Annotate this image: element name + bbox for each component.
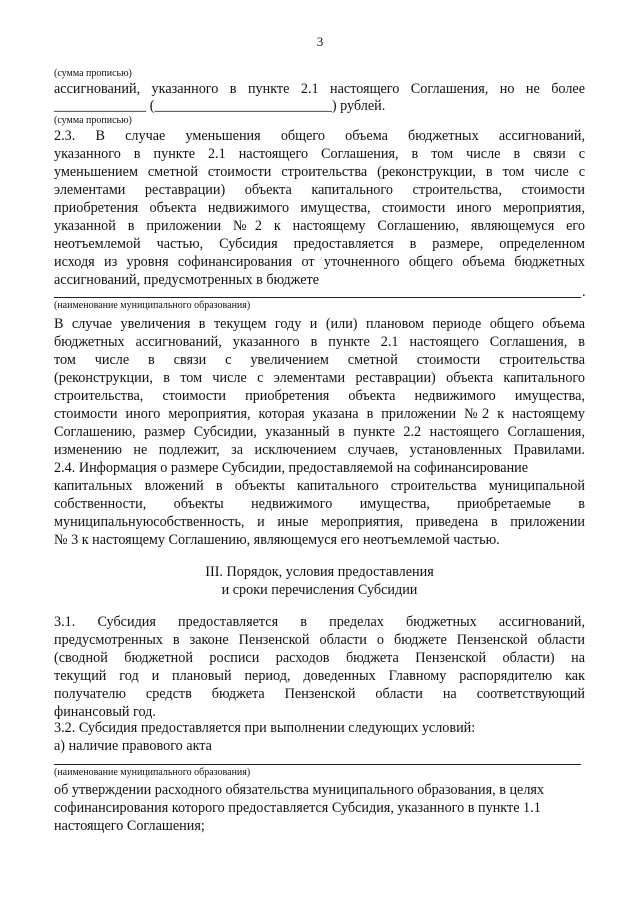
clause-2-4-line: капитальных вложений в объекты капитального строительства муниципальной xyxy=(54,478,585,494)
clause-2-3-line: приобретения объекта недвижимого имущества, стоимости иного мероприятия, xyxy=(54,200,585,216)
note-sum-in-words: (сумма прописью) xyxy=(54,115,132,126)
clause-2-3-line: неотъемлемой частью, Субсидия предоставляется в размере, определенном xyxy=(54,236,585,252)
text-line: ассигнований, указанного в пункте 2.1 настоящего Соглашения, но не более xyxy=(54,81,585,97)
clause-2-3-line: указанного в пункте 2.1 настоящего Соглашения, в том числе в связи с xyxy=(54,146,585,162)
clause-2-3-line: элементами реставрации) объекта капитального строительства, стоимости xyxy=(54,182,585,198)
amount-blank-line: _____________ (_________________________) рублей. xyxy=(54,98,386,114)
increase-block-line: В случае увеличения в текущем году и (или) плановом периоде общего объема xyxy=(54,316,585,332)
page-number: 3 xyxy=(316,34,324,49)
clause-2-4-line: муниципальнуюсобственность, и иные мероприятия, приведена в приложении xyxy=(54,514,585,530)
clause-3-1-line: предусмотренных в законе Пензенской области о бюджете Пензенской области xyxy=(54,632,585,648)
clause-2-3-line: 2.3. В случае уменьшения общего объема бюджетных ассигнований, xyxy=(54,128,585,144)
clause-2-3-line: исходя из уровня софинансирования от уточненного общего объема бюджетных xyxy=(54,254,585,270)
clause-3-1-line: получателю средств бюджета Пензенской области на соответствующий xyxy=(54,686,585,702)
clause-3-1-line: (сводной бюджетной росписи расходов бюджета Пензенской области) на xyxy=(54,650,585,666)
clause-2-4-line: собственности, объекты недвижимого имущества, приобретаемые в xyxy=(54,496,585,512)
fill-in-rule xyxy=(54,764,581,765)
section-heading: III. Порядок, условия предоставления xyxy=(205,564,434,580)
increase-block-line: (реконструкции, в том числе с элементами реставрации) объекта капитального xyxy=(54,370,585,386)
increase-block-line: изменению не подлежит, за исключением случаев, установленных Правилами. xyxy=(54,442,585,458)
final-block-line: об утверждении расходного обязательства муниципального образования, в целях xyxy=(54,782,545,798)
clause-2-4-line: № 3 к настоящему Соглашению, являющемуся его неотъемлемой частью. xyxy=(54,532,500,548)
period-mark: . xyxy=(582,284,586,300)
note-municipality-name: (наименование муниципального образования) xyxy=(54,300,251,311)
clause-3-1-line: текущий год и плановый период, доведенных Главному распорядителю как xyxy=(54,668,585,684)
increase-block-line: том числе в связи с увеличением сметной стоимости строительства xyxy=(54,352,585,368)
clause-2-4-line: 2.4. Информация о размере Субсидии, предоставляемой на софинансирование xyxy=(54,460,529,476)
increase-block-line: Соглашению, размер Субсидии, указанный в пункте 2.2 настоящего Соглашения, xyxy=(54,424,585,440)
clause-2-3-line: уменьшением сметной стоимости строительства (реконструкции, в том числе с xyxy=(54,164,585,180)
clause-3-2-line: а) наличие правового акта xyxy=(54,738,212,754)
final-block-line: софинансирования которого предоставляется Субсидия, указанного в пункте 1.1 xyxy=(54,800,541,816)
clause-3-2-line: 3.2. Субсидия предоставляется при выполнении следующих условий: xyxy=(54,720,476,736)
final-block-line: настоящего Соглашения; xyxy=(54,818,205,834)
increase-block-line: бюджетных ассигнований, указанного в пункте 2.1 настоящего Соглашения, в xyxy=(54,334,585,350)
clause-3-1-line: финансовый год. xyxy=(54,704,156,720)
increase-block-line: стоимости иного мероприятия, которая указана в приложении №2 к настоящему xyxy=(54,406,585,422)
fill-in-rule xyxy=(54,297,581,298)
clause-2-3-line: указанной в приложении №2 к настоящему Соглашению, являющемуся его xyxy=(54,218,585,234)
clause-2-3-line: ассигнований, предусмотренных в бюджете xyxy=(54,272,320,288)
note-municipality-name: (наименование муниципального образования) xyxy=(54,767,251,778)
section-heading: и сроки перечисления Субсидии xyxy=(221,582,418,598)
clause-3-1-line: 3.1. Субсидия предоставляется в пределах бюджетных ассигнований, xyxy=(54,614,585,630)
note-sum-in-words: (сумма прописью) xyxy=(54,68,132,79)
increase-block-line: строительства, стоимости приобретения объекта недвижимого имущества, xyxy=(54,388,585,404)
